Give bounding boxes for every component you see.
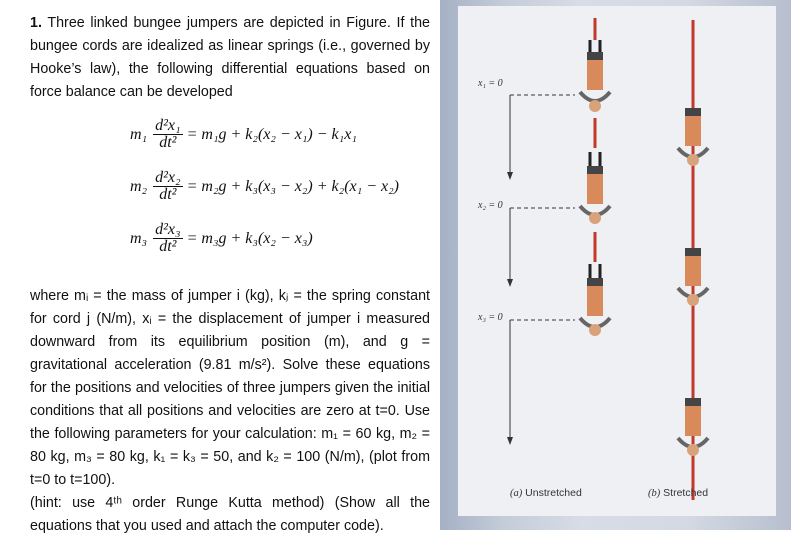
equations-block	[130, 118, 430, 278]
jumper-b3	[678, 398, 708, 456]
eq3-numerator: d²x₃	[155, 221, 181, 238]
jumper-b1	[678, 108, 708, 166]
eq3-rhs: = m₃g + k₃(x₂ − x₃)	[186, 229, 313, 247]
jumper-a3	[580, 264, 610, 336]
eq2-denominator: dt²	[159, 186, 177, 203]
jumper-b2	[678, 248, 708, 306]
caption-a: (a) Unstretched	[510, 487, 582, 499]
x2-label: x₂ = 0	[478, 200, 503, 211]
problem-description: where mᵢ = the mass of jumper i (kg), kⱼ = the spring constant for cord j (N/m), xᵢ = the displacement of jumper i measured downward from its equilibrium position (m), and g = gravitational acceleration (9.81 m/s²). Solve these equations for the positions and velocities of three jumpers given the initial conditions that all positions and velocities are zero at t=0. Use the following parameters for your calculation: m₁ = 60 kg, m₂ = 80 kg, m₃ = 80 kg, k₁ = k₃ = 50, and k₂ = 100 (N/m), (plot from t=0 to t=100).	[30, 288, 430, 488]
equation-3	[130, 222, 313, 255]
bungee-figure	[440, 0, 791, 530]
problem-intro: Three linked bungee jumpers are depicted in Figure. If the bungee cords are idealized as linear springs (i.e., governed by Hooke’s law), the following differential equations based on force balance can be developed	[30, 15, 430, 100]
caption-b: (b) Stretched	[648, 487, 709, 499]
equation-2	[130, 170, 399, 203]
eq2-rhs: = m₂g + k₃(x₃ − x₂) + k₂(x₁ − x₂)	[186, 177, 399, 195]
eq3-mass: m₃	[130, 229, 148, 247]
jumper-a2	[580, 152, 610, 224]
problem-text-top	[30, 12, 430, 104]
problem-hint: (hint: use 4ᵗʰ order Runge Kutta method) (Show all the equations that you used and attach the computer code).	[30, 495, 430, 534]
eq1-rhs: = m₁g + k₂(x₂ − x₁) − k₁x₁	[186, 125, 357, 143]
eq1-numerator: d²x₁	[155, 117, 181, 134]
eq3-denominator: dt²	[159, 238, 177, 255]
eq2-numerator: d²x₂	[155, 169, 181, 186]
eq1-mass: m₁	[130, 125, 148, 143]
x3-label: x₃ = 0	[478, 312, 503, 323]
eq2-mass: m₂	[130, 177, 148, 195]
x1-label: x₁ = 0	[478, 78, 503, 89]
eq1-denominator: dt²	[159, 134, 177, 151]
problem-text-bottom	[30, 285, 430, 538]
equation-1	[130, 118, 357, 151]
problem-number: 1.	[30, 15, 42, 31]
jumper-a1	[580, 40, 610, 112]
